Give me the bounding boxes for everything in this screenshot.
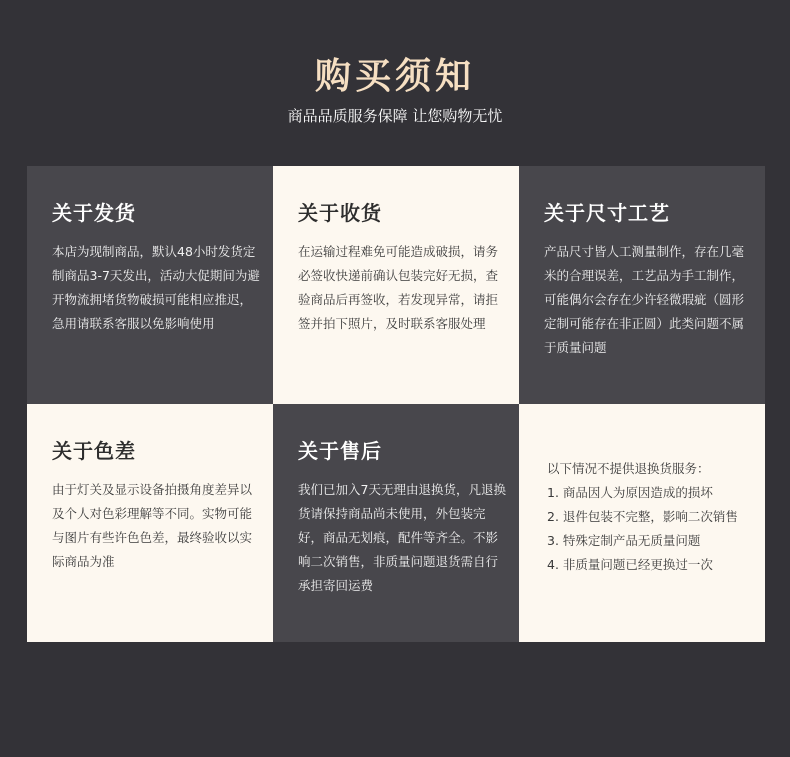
receiving-card — [273, 166, 519, 404]
after-sales-title: 关于售后 — [298, 439, 382, 463]
no-return-list — [547, 457, 761, 577]
notice-grid — [27, 166, 765, 642]
after-sales-card — [273, 404, 519, 642]
no-return-item: 4. 非质量问题已经更换过一次 — [547, 557, 713, 572]
page-subtitle: 商品品质服务保障 让您购物无忧 — [287, 107, 503, 125]
no-return-item: 3. 特殊定制产品无质量问题 — [547, 533, 701, 548]
no-return-item: 2. 退件包装不完整，影响二次销售 — [547, 509, 738, 524]
size-craft-card — [519, 166, 765, 404]
after-sales-text: 我们已加入7天无理由退换货，凡退换货请保持商品尚未使用，外包装完好，商品无划痕，配件等齐全。不影响二次销售，非质量问题退货需自行承担寄回运费 — [298, 482, 506, 593]
shipping-title: 关于发货 — [52, 201, 136, 225]
page-title: 购买须知 — [314, 56, 475, 97]
color-difference-text: 由于灯关及显示设备拍摄角度差异以及个人对色彩理解等不同。实物可能与图片有些许色色差，最终验收以实际商品为准 — [52, 482, 253, 569]
no-return-card — [519, 404, 765, 642]
no-return-intro: 以下情况不提供退换货服务： — [547, 461, 710, 476]
size-craft-text: 产品尺寸皆人工测量制作，存在几毫米的合理误差，工艺品为手工制作，可能偶尔会存在少许轻微瑕疵（圆形定制可能存在非正圆）此类问题不属于质量问题 — [544, 244, 745, 355]
no-return-item: 1. 商品因人为原因造成的损坏 — [547, 485, 713, 500]
size-craft-title: 关于尺寸工艺 — [544, 201, 670, 225]
shipping-text: 本店为现制商品，默认48小时发货定制商品3-7天发出，活动大促期间为避开物流拥堵货物破损可能相应推迟，急用请联系客服以免影响使用 — [52, 244, 260, 331]
shipping-card — [27, 166, 273, 404]
receiving-title: 关于收货 — [298, 201, 382, 225]
receiving-text: 在运输过程难免可能造成破损，请务必签收快递前确认包装完好无损，查验商品后再签收，若发现异常，请拒签并拍下照片，及时联系客服处理 — [298, 244, 499, 331]
color-difference-card — [27, 404, 273, 642]
color-difference-title: 关于色差 — [52, 439, 136, 463]
